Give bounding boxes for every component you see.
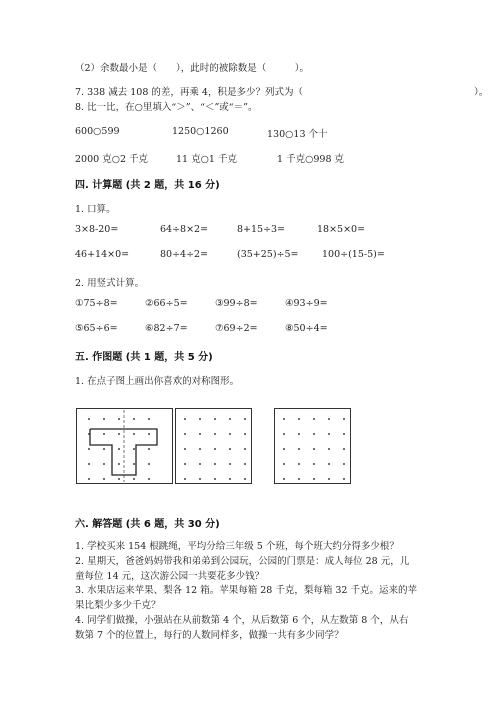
vertical-problem: ④93÷9= xyxy=(285,298,328,309)
grid-dot xyxy=(133,448,135,450)
grid-dot xyxy=(244,463,246,465)
grid-dot xyxy=(148,448,150,450)
grid-dot xyxy=(148,463,150,465)
grid-dot xyxy=(214,448,216,450)
grid-dot xyxy=(283,418,285,420)
grid-dot xyxy=(214,418,216,420)
grid-dot xyxy=(184,418,186,420)
grid-dot xyxy=(298,463,300,465)
word-problem-line: 4. 同学们做操，小强站在从前数第 4 个，从后数第 6 个，从左数第 8 个，从右 xyxy=(75,615,409,626)
grid-dot xyxy=(184,448,186,450)
vertical-problem: ⑤65÷6= xyxy=(75,323,118,334)
grid-dot xyxy=(283,448,285,450)
compare-item: 130○13 个十 xyxy=(267,129,328,140)
grid-dot xyxy=(343,433,345,435)
grid-dot xyxy=(118,463,120,465)
oral-problem: 8+15÷3= xyxy=(237,224,286,235)
oral-problem: 80÷4÷2= xyxy=(160,249,209,260)
word-problem-line: 3. 水果店运来苹果、梨各 12 箱。苹果每箱 28 千克，梨每箱 32 千克。运来的苹 xyxy=(75,585,417,596)
vertical-problem: ③99÷8= xyxy=(215,298,258,309)
question-8: 8. 比一比，在○里填入“＞”、“＜”或“＝”。 xyxy=(75,102,258,113)
question-7: 7. 338 减去 108 的差，再乘 4，积是多少？列式为（ ）。 xyxy=(75,87,489,98)
grid-dot xyxy=(328,478,330,480)
oral-calc-title: 1. 口算。 xyxy=(75,204,116,215)
remainder-question-line: （2）余数最小是（ ），此时的被除数是（ ）。 xyxy=(75,63,310,74)
grid-dot xyxy=(214,463,216,465)
grid-dot xyxy=(133,463,135,465)
grid-dot xyxy=(244,448,246,450)
grid-dot xyxy=(229,463,231,465)
grid-dot xyxy=(133,433,135,435)
grid-dot xyxy=(229,448,231,450)
grid-dot xyxy=(313,478,315,480)
grid-dot xyxy=(283,463,285,465)
grid-dot xyxy=(118,418,120,420)
word-problem-line: 童每位 14 元，这次游公园一共要花多少钱？ xyxy=(75,571,265,582)
grid-dot xyxy=(148,418,150,420)
word-problem-line: 果比梨少多少千克？ xyxy=(75,600,161,611)
grid-dot xyxy=(184,478,186,480)
vertical-problem: ②66÷5= xyxy=(145,298,188,309)
grid-dot xyxy=(88,418,90,420)
vertical-problem: ⑧50÷4= xyxy=(285,323,328,334)
vertical-calc-title: 2. 用竖式计算。 xyxy=(75,278,145,289)
grid-dot xyxy=(199,418,201,420)
grid-dot xyxy=(148,478,150,480)
oral-problem: 64÷8×2= xyxy=(160,224,209,235)
section-5-heading: 五. 作图题 (共 1 题，共 5 分) xyxy=(75,352,213,363)
grid-dot xyxy=(184,463,186,465)
grid-dot xyxy=(298,478,300,480)
grid-dot xyxy=(88,433,90,435)
grid-dot xyxy=(148,433,150,435)
compare-item: 1250○1260 xyxy=(172,126,229,137)
grid-dot xyxy=(118,448,120,450)
dot-grid-with-figure xyxy=(76,408,173,484)
grid-dot xyxy=(118,433,120,435)
oral-problem: 18×5×0= xyxy=(317,224,366,235)
grid-dot xyxy=(328,418,330,420)
grid-dot xyxy=(133,418,135,420)
grid-dot xyxy=(244,433,246,435)
grid-dot xyxy=(343,463,345,465)
oral-problem: 100÷(15-5)= xyxy=(322,249,385,260)
grid-dot xyxy=(133,478,135,480)
grid-dot xyxy=(199,478,201,480)
dot-grid[interactable] xyxy=(175,408,252,484)
grid-dot xyxy=(244,418,246,420)
grid-dot xyxy=(328,448,330,450)
grid-dot xyxy=(328,433,330,435)
grid-dot xyxy=(313,433,315,435)
oral-problem: 3×8-20= xyxy=(75,224,119,235)
grid-dot xyxy=(244,478,246,480)
grid-dot xyxy=(298,448,300,450)
word-problem-line: 1. 学校买来 154 根跳绳，平均分给三年级 5 个班，每个班大约分得多少根？ xyxy=(75,541,399,552)
grid-dot xyxy=(103,478,105,480)
grid-dot xyxy=(328,463,330,465)
dot-grid[interactable] xyxy=(274,408,351,484)
vertical-problem: ①75÷8= xyxy=(75,298,118,309)
oral-problem: 46+14×0= xyxy=(75,249,130,260)
symmetric-figure xyxy=(76,408,173,484)
oral-problem: (35+25)÷5= xyxy=(237,249,299,260)
grid-dot xyxy=(229,433,231,435)
grid-dot xyxy=(343,448,345,450)
grid-dot xyxy=(298,433,300,435)
grid-dot xyxy=(313,463,315,465)
compare-item: 2000 克○2 千克 xyxy=(75,154,149,165)
grid-dot xyxy=(214,433,216,435)
word-problem-line: 数第 7 个的位置上，每行的人数同样多，做操一共有多少同学？ xyxy=(75,630,344,641)
grid-dot xyxy=(214,478,216,480)
word-problem-line: 2. 星期天，爸爸妈妈带我和弟弟到公园玩，公园的门票是：成人每位 28 元，儿 xyxy=(75,556,410,567)
compare-item: 11 克○1 千克 xyxy=(176,154,237,165)
grid-dot xyxy=(298,418,300,420)
grid-dot xyxy=(118,478,120,480)
compare-item: 1 千克○998 克 xyxy=(277,154,345,165)
grid-dot xyxy=(88,478,90,480)
grid-dot xyxy=(313,418,315,420)
grid-dot xyxy=(103,463,105,465)
vertical-problem: ⑦69÷2= xyxy=(215,323,258,334)
section-6-heading: 六. 解答题 (共 6 题，共 30 分) xyxy=(75,519,220,530)
grid-dot xyxy=(343,478,345,480)
grid-dot xyxy=(313,448,315,450)
grid-dot xyxy=(103,448,105,450)
section-4-heading: 四. 计算题 (共 2 题，共 16 分) xyxy=(75,180,220,191)
vertical-problem: ⑥82÷7= xyxy=(145,323,188,334)
grid-dot xyxy=(283,478,285,480)
grid-dot xyxy=(184,433,186,435)
grid-dot xyxy=(199,463,201,465)
grid-dot xyxy=(229,418,231,420)
grid-dot xyxy=(343,418,345,420)
grid-dot xyxy=(199,433,201,435)
grid-dot xyxy=(283,433,285,435)
grid-dot xyxy=(88,448,90,450)
grid-dot xyxy=(103,433,105,435)
grid-dot xyxy=(88,463,90,465)
grid-dot xyxy=(229,478,231,480)
compare-item: 600○599 xyxy=(75,126,120,137)
grid-dot xyxy=(103,418,105,420)
grid-dot xyxy=(199,448,201,450)
drawing-question: 1. 在点子图上画出你喜欢的对称图形。 xyxy=(75,376,240,387)
